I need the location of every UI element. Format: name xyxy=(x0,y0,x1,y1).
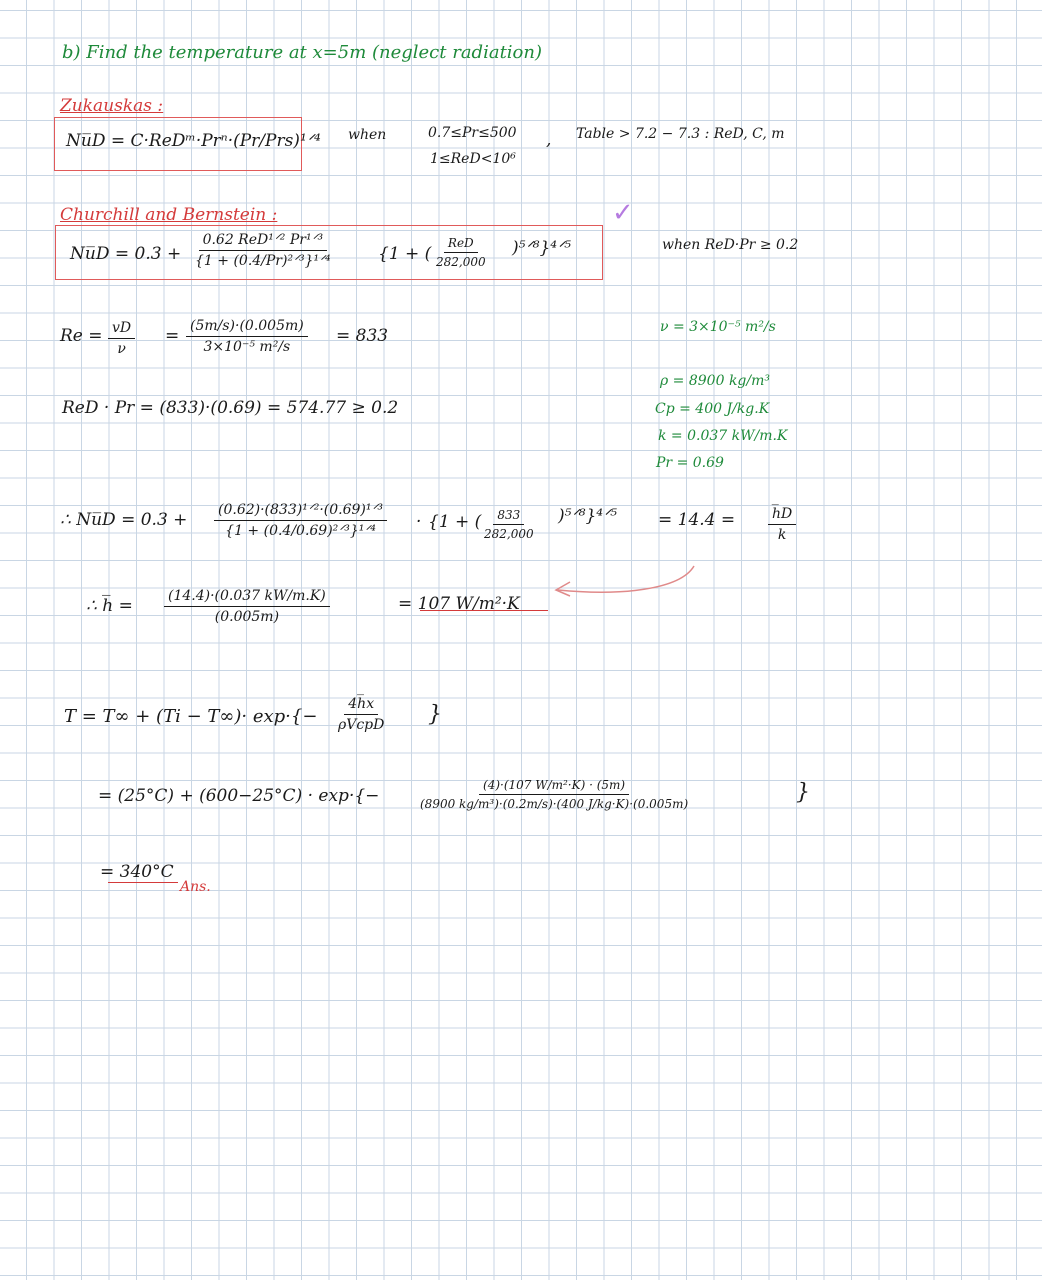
reynolds-val-num: (5m/s)·(0.005m) xyxy=(186,318,308,337)
h-result: = 107 W/m²·K xyxy=(398,594,520,614)
churchill-lhs: Nu̅D = 0.3 + xyxy=(70,244,182,264)
nusselt-result: = 14.4 = xyxy=(658,510,736,530)
churchill-inner-den: 282,000 xyxy=(436,255,486,269)
nusselt-inner-den: 282,000 xyxy=(484,527,534,541)
zukauskas-table-ref: Table > 7.2 − 7.3 : ReD, C, m xyxy=(576,126,785,142)
zukauskas-heading: Zukauskas : xyxy=(60,96,164,116)
answer-underline xyxy=(108,882,178,883)
temp-calc-lhs: = (25°C) + (600−25°C) · exp·{− xyxy=(98,786,380,806)
reynolds-sym-den: ν xyxy=(117,341,126,357)
churchill-inner-num: ReD xyxy=(444,236,478,253)
nusselt-inner-num: 833 xyxy=(493,508,524,525)
nusselt-dot: · xyxy=(416,512,422,532)
temp-calc-close: } xyxy=(796,780,810,805)
zukauskas-when: when xyxy=(348,127,387,143)
nusselt-brace-close: )⁵ᐟ⁸}⁴ᐟ⁵ xyxy=(558,506,618,526)
churchill-condition: when ReD·Pr ≥ 0.2 xyxy=(662,237,799,253)
temp-formula-lhs: T = T∞ + (Ti − T∞)· exp·{− xyxy=(64,706,318,727)
h-den: (0.005m) xyxy=(214,609,280,625)
answer-value: = 340°C xyxy=(100,862,174,882)
zukauskas-condition-pr: 0.7≤Pr≤500 xyxy=(428,125,517,141)
temp-calc-den: (8900 kg/m³)·(0.2m/s)·(400 J/kg·K)·(0.005m) xyxy=(420,797,689,811)
property-cp: Cp = 400 J/kg.K xyxy=(655,401,770,417)
temp-formula-fraction xyxy=(338,696,384,733)
property-rho: ρ = 8900 kg/m³ xyxy=(660,373,770,389)
property-nu: ν = 3×10⁻⁵ m²/s xyxy=(660,319,776,335)
churchill-frac-den: {1 + (0.4/Pr)²ᐟ³}¹ᐟ⁴ xyxy=(195,253,331,269)
nusselt-frac-num: (0.62)·(833)¹ᐟ²·(0.69)¹ᐟ³ xyxy=(214,502,387,521)
reynolds-val-den: 3×10⁻⁵ m²/s xyxy=(203,339,291,355)
temp-formula-close: } xyxy=(428,702,442,727)
temp-formula-num: 4h̅x xyxy=(344,696,378,715)
h-lhs: ∴ h̅ = xyxy=(86,596,133,616)
temp-formula-den: ρVcpD xyxy=(338,717,385,733)
reynolds-lhs: Re = xyxy=(60,326,103,346)
reynolds-result: = 833 xyxy=(336,326,389,346)
temp-calc-num: (4)·(107 W/m²·K) · (5m) xyxy=(479,778,629,795)
re-pr-product: ReD · Pr = (833)·(0.69) = 574.77 ≥ 0.2 xyxy=(62,398,399,418)
zukauskas-condition-re: 1≤ReD<10⁶ xyxy=(430,151,516,167)
reynolds-eq: = xyxy=(165,326,180,346)
hd-num: h̅D xyxy=(768,506,796,525)
zukauskas-comma: , xyxy=(546,130,552,150)
churchill-frac-num: 0.62 ReD¹ᐟ² Pr¹ᐟ³ xyxy=(199,232,328,251)
temp-calc-fraction xyxy=(420,778,688,811)
churchill-brace-close: )⁵ᐟ⁸}⁴ᐟ⁵ xyxy=(512,238,572,258)
h-num: (14.4)·(0.037 kW/m.K) xyxy=(164,588,330,607)
nusselt-lhs: ∴ Nu̅D = 0.3 + xyxy=(60,510,188,530)
zukauskas-equation: Nu̅D = C·ReDᵐ·Prⁿ·(Pr/Prs)¹ᐟ⁴ xyxy=(66,131,321,151)
nusselt-frac-den: {1 + (0.4/0.69)²ᐟ³}¹ᐟ⁴ xyxy=(225,523,376,539)
answer-label: Ans. xyxy=(180,879,211,895)
check-mark: ✓ xyxy=(612,198,634,228)
property-k: k = 0.037 kW/m.K xyxy=(658,428,788,444)
hd-den: k xyxy=(777,527,787,543)
property-pr: Pr = 0.69 xyxy=(656,455,724,471)
churchill-brace-open: {1 + ( xyxy=(378,244,432,264)
churchill-heading: Churchill and Bernstein : xyxy=(60,205,278,225)
nusselt-brace-open: {1 + ( xyxy=(428,512,482,532)
reynolds-sym-num: vD xyxy=(108,320,135,339)
part-b-title: b) Find the temperature at x=5m (neglect radiation) xyxy=(62,42,543,63)
